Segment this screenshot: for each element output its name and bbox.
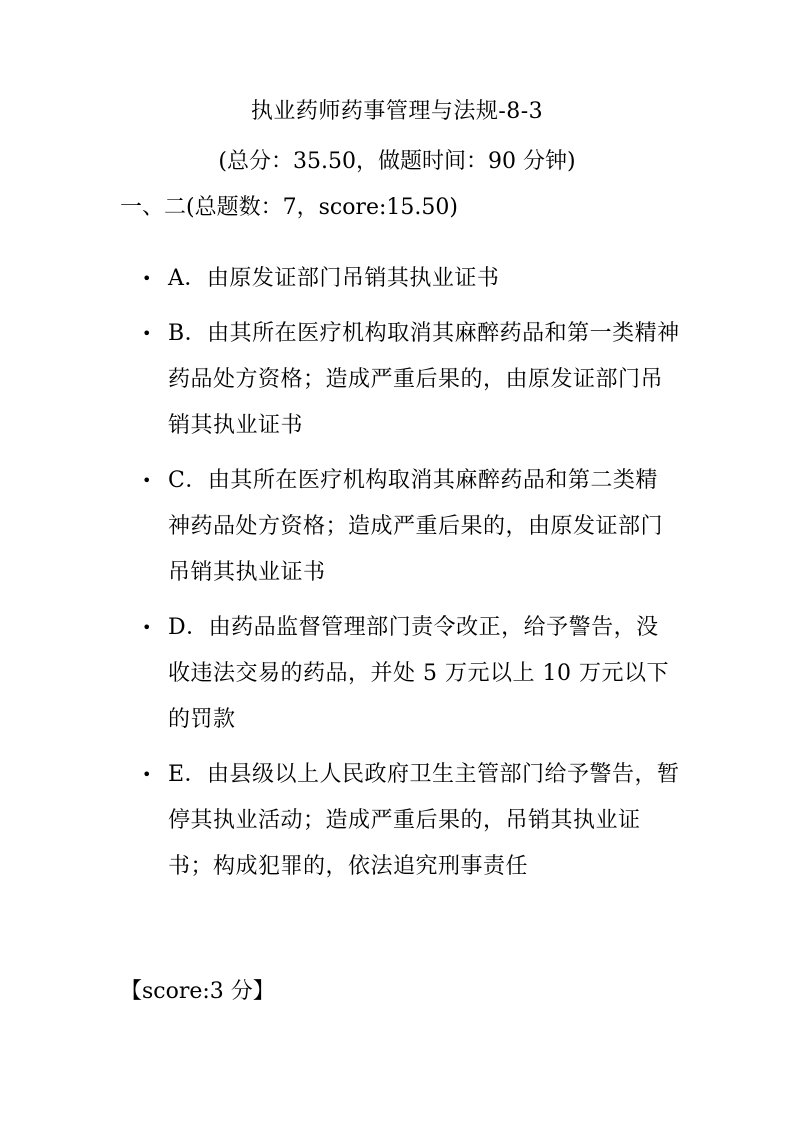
bullet-icon: •	[142, 269, 152, 288]
section-heading: 一、二(总题数：7，score:15.50)	[120, 195, 458, 220]
option-text: A．由原发证部门吊销其执业证书	[168, 266, 500, 291]
bullet-icon: •	[142, 618, 152, 637]
option-text: E．由县级以上人民政府卫生主管部门给予警告，暂停其执业活动；造成严重后果的，吊销其执业证书；构成犯罪的，依法追究刑事责任	[168, 762, 680, 879]
option-a	[140, 256, 680, 302]
question-score: 【score:3 分】	[120, 979, 275, 1004]
bullet-icon: •	[142, 471, 152, 490]
option-text: C．由其所在医疗机构取消其麻醉药品和第二类精神药品处方资格；造成严重后果的，由原发证部门吊销其执业证书	[168, 468, 664, 585]
option-text: D．由药品监督管理部门责令改正，给予警告，没收违法交易的药品，并处 5 万元以上 10 万元以下的罚款	[168, 615, 669, 732]
answer-options-list	[140, 256, 680, 899]
bullet-icon: •	[142, 324, 152, 343]
page-subtitle: (总分：35.50，做题时间：90 分钟)	[218, 149, 576, 174]
option-d	[140, 605, 680, 743]
bullet-icon: •	[142, 765, 152, 784]
option-b	[140, 311, 680, 449]
page-title: 执业药师药事管理与法规-8-3	[250, 99, 544, 124]
option-c	[140, 458, 680, 596]
option-text: B．由其所在医疗机构取消其麻醉药品和第一类精神药品处方资格；造成严重后果的，由原发证部门吊销其执业证书	[168, 321, 680, 438]
option-e	[140, 752, 680, 890]
